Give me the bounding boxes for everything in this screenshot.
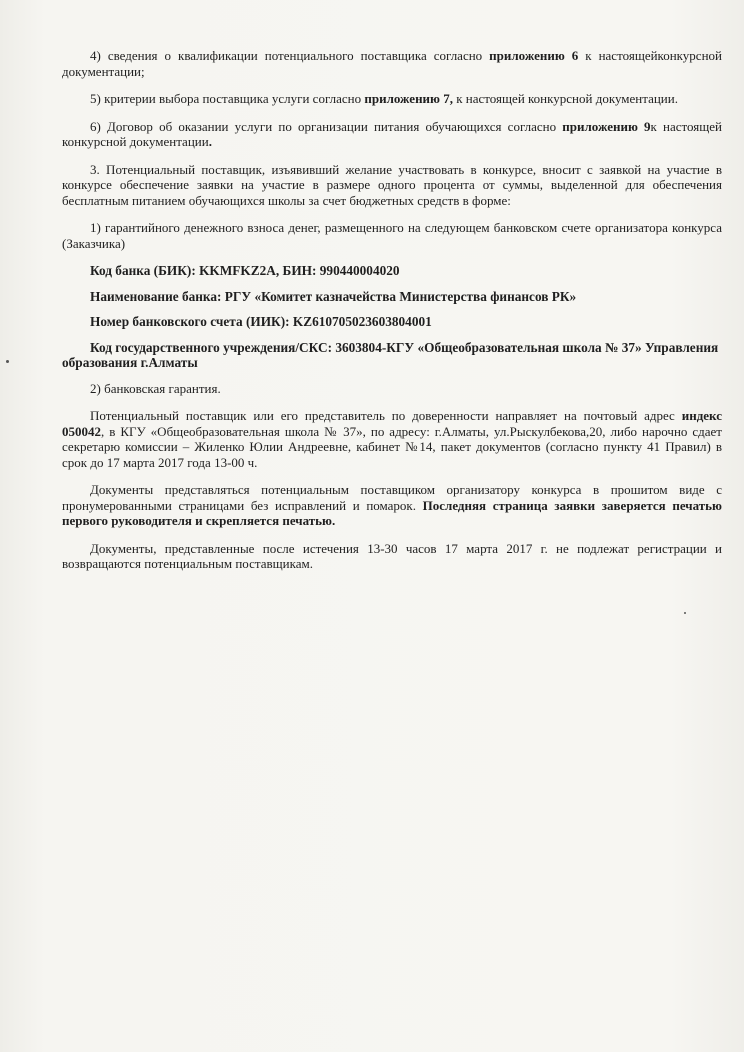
- paragraph-text: 5) критерии выбора поставщика услуги согласно: [90, 91, 365, 106]
- paragraph-text: к настоящей конкурсной документации: [62, 118, 722, 149]
- paragraph-late-documents: Документы, представленные после истечения 13-30 часов 17 марта 2017 г. не подлежат регистрации и возвращаются потенциальным поставщикам.: [62, 540, 722, 571]
- appendix-ref: приложению 7,: [364, 91, 453, 106]
- paragraph-section-3: 3. Потенциальный поставщик, изъявивший желание участвовать в конкурсе, вносит с заявкой на участие в конкурсе обеспечение заявки на участие в размере одного процента от суммы, выделенной для обеспечения бесплатным питанием обучающихся школы за счет бюджетных средств в форме:: [62, 161, 722, 208]
- paragraph-text: .: [208, 134, 212, 149]
- paragraph-text: 6) Договор об оказании услуги по организации питания обучающихся согласно: [90, 118, 563, 134]
- paragraph-documents-format: [62, 482, 722, 529]
- stamp-requirement: Последняя страница заявки заверяется печатью первого руководителя и скрепляется печатью.: [62, 497, 722, 528]
- paragraph-text: Документы представляться потенциальным поставщиком организатору конкурса в прошитом виде с пронумерованными страницами без исправлений и помарок.: [62, 482, 722, 513]
- paragraph-text: , в КГУ «Общеобразовательная школа № 37», по адресу: г.Алматы, ул.Рыскулбекова,20, либо нарочно сдает секретарю комиссии – Жиленко Юлии Андреевне, кабинет №14, пакет документов (согласно пункту 41 Правил) в срок до 17 марта 2017 года 13-00 ч.: [62, 423, 722, 470]
- scan-speck: [684, 612, 686, 614]
- appendix-ref: приложению 9: [562, 118, 651, 134]
- postal-index: индекс 050042: [62, 408, 722, 439]
- bank-details: [62, 263, 722, 371]
- scan-speck: [6, 360, 9, 363]
- paragraph-submission: [62, 408, 722, 470]
- appendix-ref: приложению 6: [489, 48, 579, 63]
- bank-code: Код банка (БИК): KKMFKZ2A, БИН: 990440004020: [90, 263, 400, 278]
- paragraph-text: Потенциальный поставщик или его представитель по доверенности направляет на почтовый адрес: [90, 408, 682, 423]
- bank-gov-code: Код государственного учреждения/СКС: 3603804-КГУ «Общеобразовательная школа № 37» Управления образования г.Алматы: [62, 339, 719, 370]
- paragraph-text: к настоящейконкурсной документации;: [62, 48, 722, 79]
- bank-account: Номер банковского счета (ИИК): KZ610705023603804001: [90, 314, 432, 329]
- bank-name: Наименование банка: РГУ «Комитет казначейства Министерства финансов РК»: [90, 288, 577, 304]
- document-body: [62, 48, 722, 584]
- paragraph-item-4: [62, 48, 722, 79]
- paragraph-item-6: [62, 119, 722, 150]
- paragraph-item-5: [62, 91, 722, 107]
- paragraph-guarantee-deposit: 1) гарантийного денежного взноса денег, размещенного на следующем банковском счете организатора конкурса (Заказчика): [62, 220, 722, 251]
- paragraph-text: 4) сведения о квалификации потенциального поставщика согласно: [90, 48, 490, 63]
- paragraph-text: к настоящей конкурсной документации.: [452, 91, 678, 106]
- paragraph-bank-guarantee: 2) банковская гарантия.: [90, 380, 221, 396]
